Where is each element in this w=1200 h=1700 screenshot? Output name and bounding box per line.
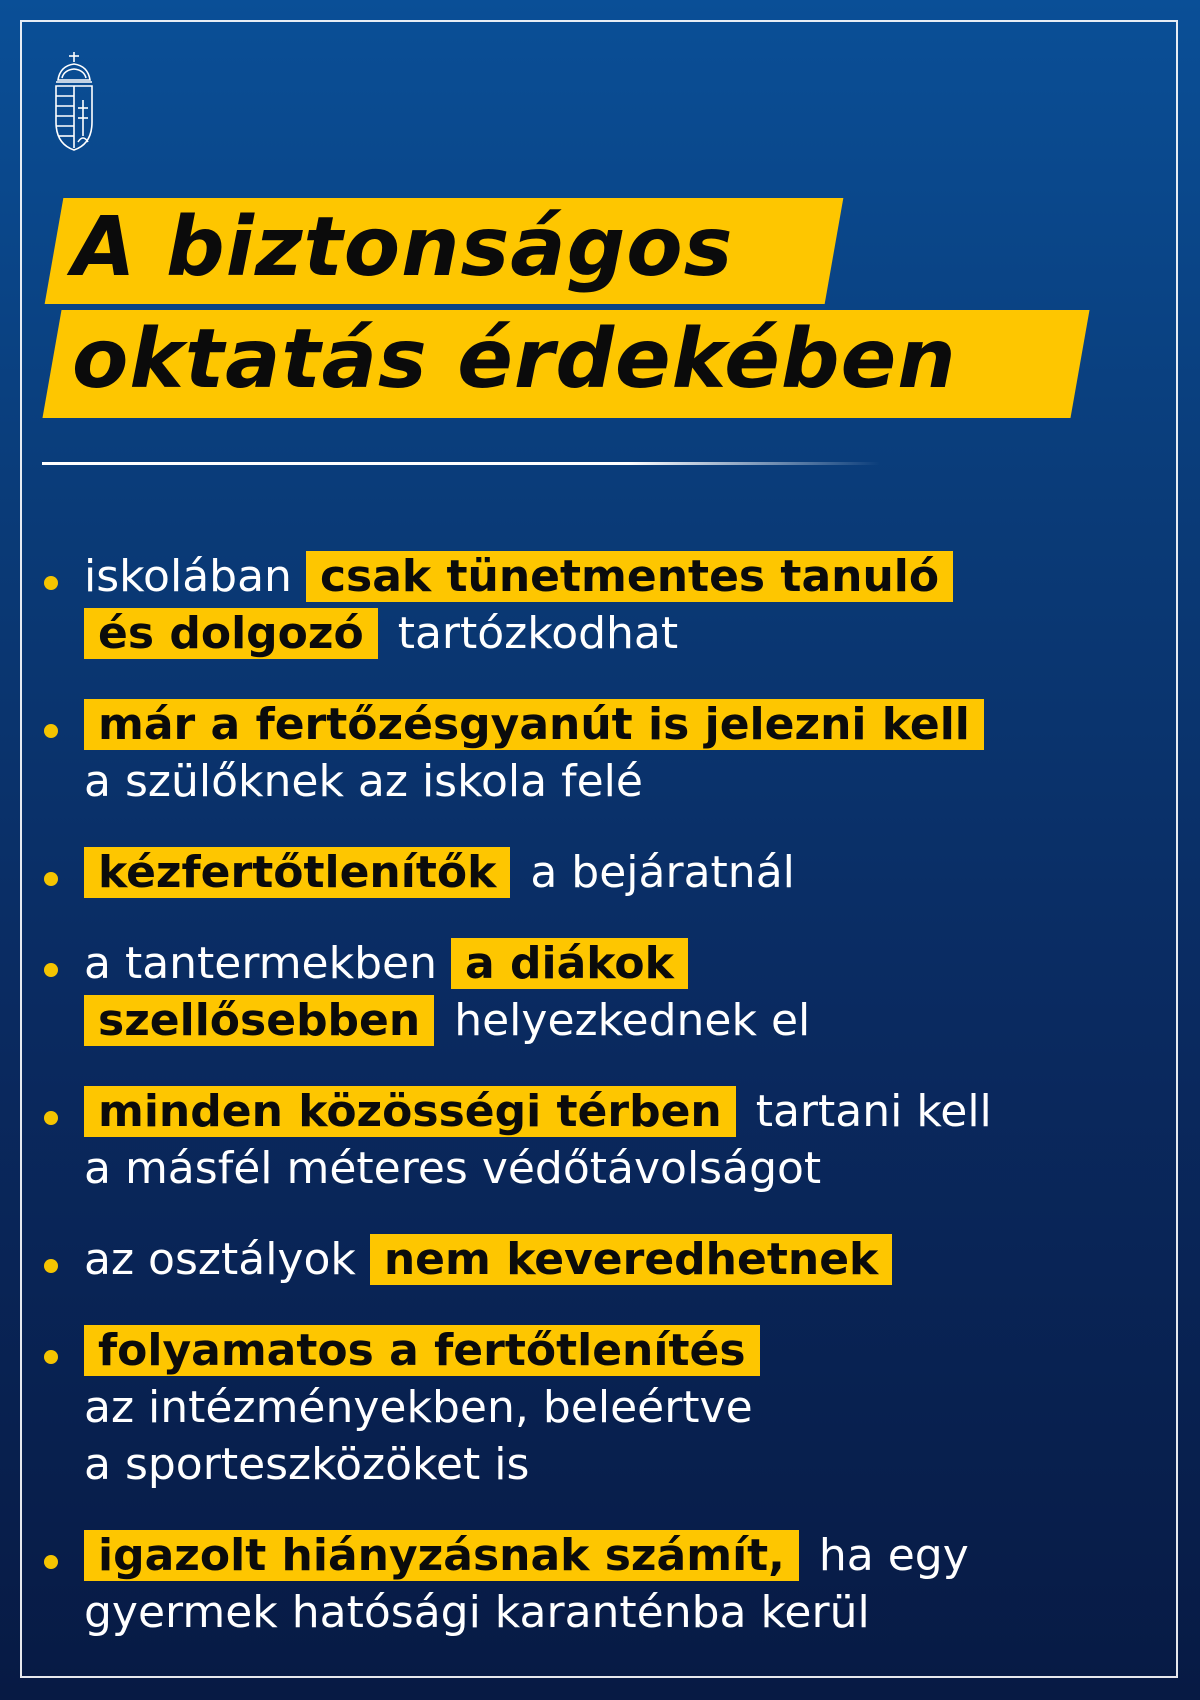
list-item	[40, 548, 1150, 662]
highlighted-text: csak tünetmentes tanuló	[306, 551, 953, 602]
list-item	[40, 935, 1150, 1049]
plain-text: a sporteszközöket is	[84, 1439, 530, 1490]
highlighted-text: minden közösségi térben	[84, 1086, 736, 1137]
plain-text: iskolában	[84, 551, 306, 602]
list-item	[40, 844, 1150, 901]
list-item	[40, 1083, 1150, 1197]
plain-text: gyermek hatósági karanténba kerül	[84, 1587, 870, 1638]
plain-text: ha egy	[804, 1530, 969, 1581]
list-item-line	[84, 935, 1150, 992]
list-item-line	[84, 1083, 1150, 1140]
list-item-line	[84, 1584, 1150, 1641]
highlighted-text: szellősebben	[84, 995, 434, 1046]
list-item-line	[84, 605, 1150, 662]
plain-text: tartani kell	[741, 1086, 992, 1137]
highlighted-text: kézfertőtlenítők	[84, 847, 510, 898]
list-item	[40, 1527, 1150, 1641]
bullet-dot-icon	[44, 963, 58, 977]
bullet-dot-icon	[44, 724, 58, 738]
plain-text: a tantermekben	[84, 938, 451, 989]
list-item-line	[84, 1379, 1150, 1436]
bullet-dot-icon	[44, 1555, 58, 1569]
plain-text: a bejáratnál	[516, 847, 795, 898]
bullet-dot-icon	[44, 1259, 58, 1273]
list-item-line	[84, 548, 1150, 605]
bullet-dot-icon	[44, 576, 58, 590]
list-item-line	[84, 696, 1150, 753]
hungarian-coat-of-arms-icon	[52, 50, 96, 154]
highlighted-text: igazolt hiányzásnak számít,	[84, 1530, 799, 1581]
plain-text: helyezkednek el	[440, 995, 811, 1046]
highlighted-text: nem keveredhetnek	[370, 1234, 892, 1285]
highlighted-text: és dolgozó	[84, 608, 378, 659]
list-item-line	[84, 1527, 1150, 1584]
list-item	[40, 1231, 1150, 1288]
list-item-line	[84, 753, 1150, 810]
list-item-line	[84, 1231, 1150, 1288]
divider	[42, 462, 880, 465]
page-title-line-1: A biztonságos	[72, 200, 734, 295]
highlighted-text: már a fertőzésgyanút is jelezni kell	[84, 699, 984, 750]
list-item-line	[84, 992, 1150, 1049]
highlighted-text: folyamatos a fertőtlenítés	[84, 1325, 760, 1376]
list-item-line	[84, 844, 1150, 901]
list-item-line	[84, 1322, 1150, 1379]
bullet-dot-icon	[44, 1111, 58, 1125]
plain-text: a másfél méteres védőtávolságot	[84, 1143, 822, 1194]
list-item-line	[84, 1140, 1150, 1197]
page-title-line-2: oktatás érdekében	[72, 312, 957, 407]
plain-text: tartózkodhat	[383, 608, 679, 659]
plain-text: az osztályok	[84, 1234, 370, 1285]
list-item-line	[84, 1436, 1150, 1493]
rules-list	[40, 548, 1150, 1675]
list-item	[40, 696, 1150, 810]
highlighted-text: a diákok	[451, 938, 688, 989]
plain-text: az intézményekben, beleértve	[84, 1382, 753, 1433]
bullet-dot-icon	[44, 872, 58, 886]
list-item	[40, 1322, 1150, 1493]
plain-text: a szülőknek az iskola felé	[84, 756, 643, 807]
bullet-dot-icon	[44, 1350, 58, 1364]
